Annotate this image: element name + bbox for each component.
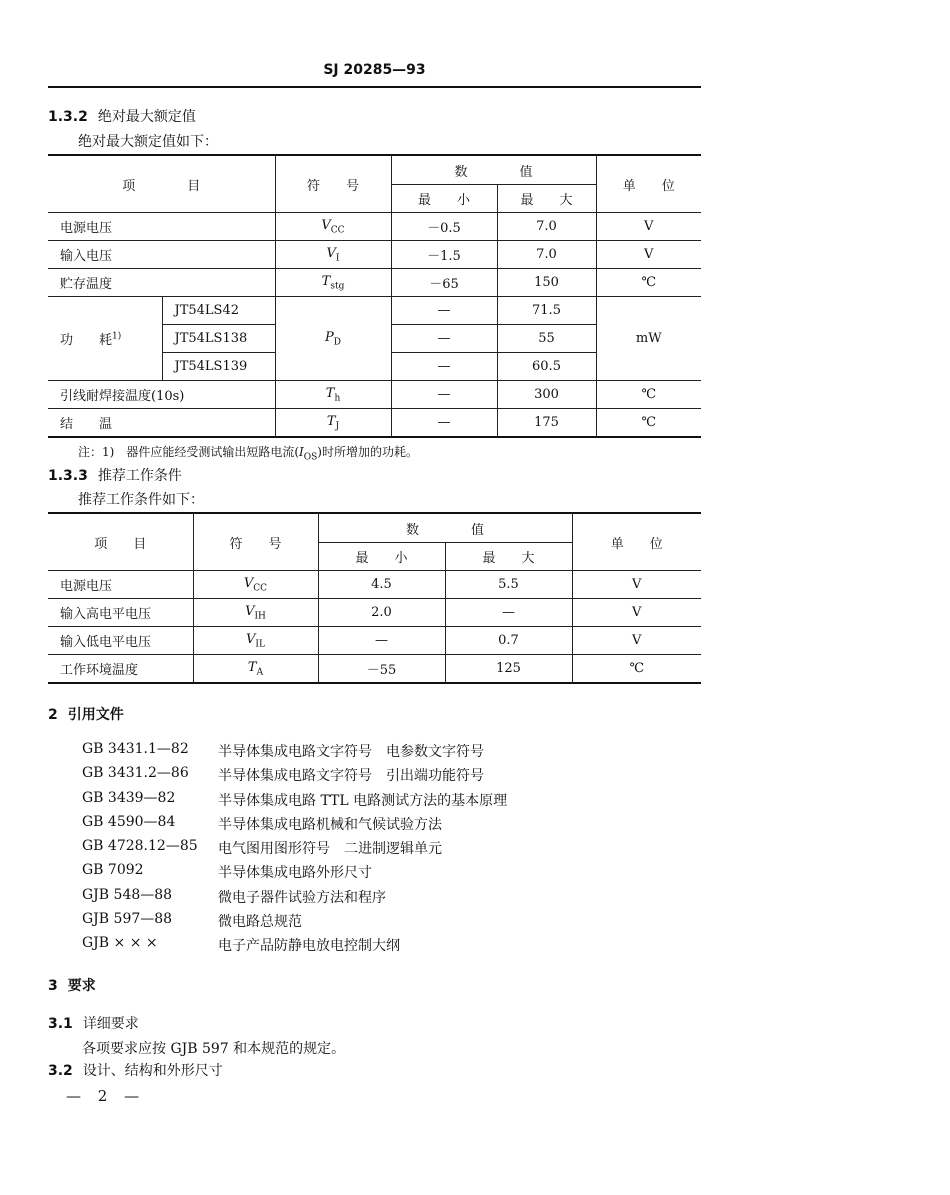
table-row bbox=[48, 269, 701, 297]
table-row bbox=[48, 655, 701, 684]
cell-model: JT54LS139 bbox=[162, 353, 275, 381]
cell-item: 贮存温度 bbox=[48, 269, 275, 297]
cell-min: －0.5 bbox=[391, 213, 497, 241]
section-3 bbox=[48, 975, 96, 995]
cell-unit: V bbox=[572, 599, 701, 627]
table-row bbox=[48, 627, 701, 655]
table-header-row bbox=[48, 513, 701, 543]
cell-unit: V bbox=[572, 627, 701, 655]
absolute-max-ratings-table bbox=[48, 154, 701, 438]
cell-max: 7.0 bbox=[497, 213, 596, 241]
cell-symbol: $V_{CC}$ bbox=[193, 571, 318, 599]
list-item bbox=[82, 765, 507, 789]
page-number: — 2 — bbox=[66, 1087, 146, 1105]
cell-unit: V bbox=[596, 241, 701, 269]
cell-max: 55 bbox=[497, 325, 596, 353]
cell-model: JT54LS42 bbox=[162, 297, 275, 325]
cell-symbol: $T_A$ bbox=[193, 655, 318, 684]
ref-title: 电气图用图形符号 二进制逻辑单元 bbox=[218, 841, 442, 858]
section-1-3-2 bbox=[48, 106, 196, 126]
cell-symbol: $T_{stg}$ bbox=[275, 269, 391, 297]
document-code: SJ 20285—93 bbox=[323, 62, 426, 78]
cell-min: －1.5 bbox=[391, 241, 497, 269]
cell-symbol: $T_h$ bbox=[275, 381, 391, 409]
ref-code: GB 3431.2—86 bbox=[82, 765, 189, 782]
ref-title: 微电子器件试验方法和程序 bbox=[218, 889, 386, 906]
cell-item: 输入高电平电压 bbox=[48, 599, 193, 627]
ref-code: GB 4590—84 bbox=[82, 813, 176, 830]
section-number: 3.1 bbox=[48, 1016, 73, 1032]
ref-title: 半导体集成电路文字符号 引出端功能符号 bbox=[218, 768, 484, 785]
cell-min: — bbox=[391, 325, 497, 353]
section-number: 3.2 bbox=[48, 1063, 73, 1079]
cell-unit: mW bbox=[596, 297, 701, 381]
section-1-3-3 bbox=[48, 465, 182, 485]
reference-list bbox=[82, 741, 507, 960]
cell-min: — bbox=[318, 627, 445, 655]
table-row bbox=[48, 381, 701, 409]
cell-min: — bbox=[391, 381, 497, 409]
table-header-row bbox=[48, 155, 701, 185]
cell-min: — bbox=[391, 297, 497, 325]
cell-unit: ℃ bbox=[596, 269, 701, 297]
header-unit: 单 位 bbox=[596, 155, 701, 213]
header-unit: 单 位 bbox=[572, 513, 701, 571]
cell-max: 125 bbox=[445, 655, 572, 684]
cell-min: — bbox=[391, 409, 497, 438]
table-footnote: 注：1) 器件应能经受测试输出短路电流$(I_{OS})$时所增加的功耗。 bbox=[78, 445, 418, 463]
cell-max: 60.5 bbox=[497, 353, 596, 381]
cell-symbol: $V_I$ bbox=[275, 241, 391, 269]
list-item bbox=[82, 790, 507, 814]
header-max: 最 大 bbox=[445, 543, 572, 571]
section-title: 设计、结构和外形尺寸 bbox=[82, 1063, 223, 1079]
cell-item: 引线耐焊接温度(10s) bbox=[48, 381, 275, 409]
paragraph: 推荐工作条件如下： bbox=[78, 492, 204, 508]
cell-min: 4.5 bbox=[318, 571, 445, 599]
table-row bbox=[48, 241, 701, 269]
cell-max: 0.7 bbox=[445, 627, 572, 655]
ref-title: 微电路总规范 bbox=[218, 914, 302, 931]
ref-code: GJB × × × bbox=[82, 935, 158, 952]
header-min: 最 小 bbox=[391, 185, 497, 213]
cell-min: — bbox=[391, 353, 497, 381]
header-item: 项 目 bbox=[48, 155, 275, 213]
paragraph: 各项要求应按 GJB 597 和本规范的规定。 bbox=[82, 1041, 346, 1057]
list-item bbox=[82, 741, 507, 765]
section-title: 引用文件 bbox=[67, 707, 124, 723]
header-symbol: 符 号 bbox=[275, 155, 391, 213]
list-item bbox=[82, 887, 507, 911]
table-row bbox=[48, 297, 701, 325]
header-min: 最 小 bbox=[318, 543, 445, 571]
ref-code: GB 7092 bbox=[82, 862, 144, 879]
ref-title: 半导体集成电路 TTL 电路测试方法的基本原理 bbox=[218, 792, 508, 809]
cell-unit: ℃ bbox=[596, 381, 701, 409]
ref-code: GB 3439—82 bbox=[82, 789, 176, 806]
cell-symbol: $V_{CC}$ bbox=[275, 213, 391, 241]
cell-unit: V bbox=[572, 571, 701, 599]
list-item bbox=[82, 935, 507, 959]
cell-unit: ℃ bbox=[596, 409, 701, 438]
cell-max: 175 bbox=[497, 409, 596, 438]
section-3-1 bbox=[48, 1013, 139, 1033]
ref-code: GJB 597—88 bbox=[82, 911, 173, 928]
section-number: 1.3.3 bbox=[48, 468, 88, 484]
header-item: 项 目 bbox=[48, 513, 193, 571]
section-number: 3 bbox=[48, 978, 58, 994]
recommended-conditions-table bbox=[48, 512, 701, 684]
cell-min: －55 bbox=[318, 655, 445, 684]
ref-title: 半导体集成电路机械和气候试验方法 bbox=[218, 816, 442, 833]
ref-code: GB 4728.12—85 bbox=[82, 838, 198, 855]
list-item bbox=[82, 911, 507, 935]
section-3-2 bbox=[48, 1060, 223, 1080]
cell-item: 输入电压 bbox=[48, 241, 275, 269]
cell-unit: ℃ bbox=[572, 655, 701, 684]
cell-item: 功 耗$^{1)}$ bbox=[48, 297, 162, 381]
table-row bbox=[48, 213, 701, 241]
section-2 bbox=[48, 704, 124, 724]
cell-item: 输入低电平电压 bbox=[48, 627, 193, 655]
section-title: 要求 bbox=[67, 978, 96, 994]
header-value: 数 值 bbox=[391, 155, 596, 185]
table-row bbox=[48, 571, 701, 599]
cell-symbol: $T_J$ bbox=[275, 409, 391, 438]
cell-item: 电源电压 bbox=[48, 213, 275, 241]
table-row bbox=[48, 599, 701, 627]
header-symbol: 符 号 bbox=[193, 513, 318, 571]
table-row bbox=[48, 409, 701, 438]
cell-unit: V bbox=[596, 213, 701, 241]
cell-symbol: $V_{IL}$ bbox=[193, 627, 318, 655]
cell-min: －65 bbox=[391, 269, 497, 297]
cell-min: 2.0 bbox=[318, 599, 445, 627]
cell-max: — bbox=[445, 599, 572, 627]
section-number: 1.3.2 bbox=[48, 109, 88, 125]
cell-item: 电源电压 bbox=[48, 571, 193, 599]
section-title: 详细要求 bbox=[82, 1016, 139, 1032]
cell-max: 150 bbox=[497, 269, 596, 297]
cell-max: 7.0 bbox=[497, 241, 596, 269]
ref-code: GB 3431.1—82 bbox=[82, 741, 189, 757]
ref-title: 电子产品防静电放电控制大纲 bbox=[218, 938, 400, 955]
ref-code: GJB 548—88 bbox=[82, 886, 173, 903]
cell-max: 300 bbox=[497, 381, 596, 409]
list-item bbox=[82, 814, 507, 838]
list-item bbox=[82, 862, 507, 886]
cell-item: 工作环境温度 bbox=[48, 655, 193, 684]
section-number: 2 bbox=[48, 707, 58, 723]
header-max: 最 大 bbox=[497, 185, 596, 213]
cell-symbol: $P_D$ bbox=[275, 297, 391, 381]
header-rule bbox=[48, 86, 701, 88]
cell-item: 结 温 bbox=[48, 409, 275, 438]
list-item bbox=[82, 838, 507, 862]
cell-max: 5.5 bbox=[445, 571, 572, 599]
section-title: 推荐工作条件 bbox=[97, 468, 182, 484]
ref-title: 半导体集成电路外形尺寸 bbox=[218, 865, 372, 882]
cell-model: JT54LS138 bbox=[162, 325, 275, 353]
cell-symbol: $V_{IH}$ bbox=[193, 599, 318, 627]
cell-max: 71.5 bbox=[497, 297, 596, 325]
header-value: 数 值 bbox=[318, 513, 572, 543]
paragraph: 绝对最大额定值如下： bbox=[78, 134, 218, 150]
section-title: 绝对最大额定值 bbox=[97, 109, 196, 125]
ref-title: 半导体集成电路文字符号 电参数文字符号 bbox=[218, 744, 484, 760]
